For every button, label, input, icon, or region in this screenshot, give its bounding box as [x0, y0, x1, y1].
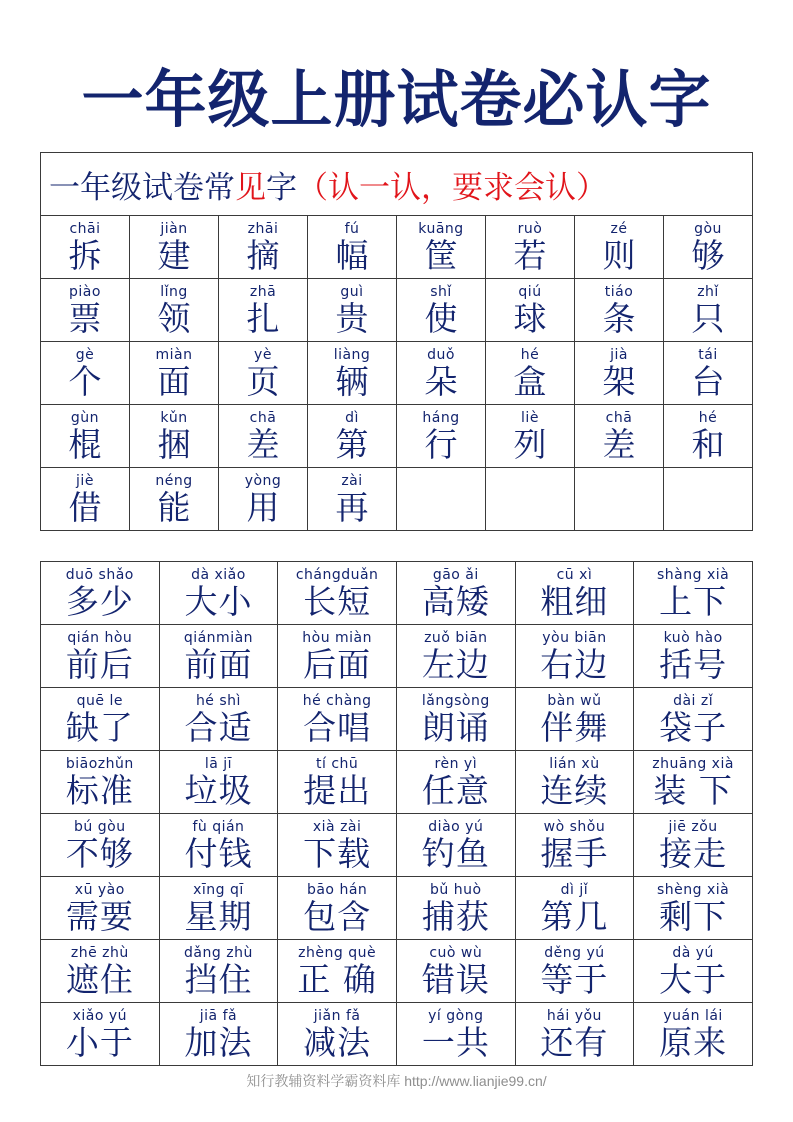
pinyin: chā: [605, 410, 633, 426]
pinyin: yuán lái: [663, 1008, 723, 1024]
char-cell: [308, 279, 397, 342]
char-cell: [308, 216, 397, 279]
pinyin: xū yào: [74, 882, 125, 898]
word: 需要: [65, 897, 134, 936]
common-characters-table: [40, 152, 753, 531]
word-cell: [515, 688, 634, 751]
word: 星期: [184, 897, 253, 936]
pinyin: fù qián: [192, 819, 245, 835]
pinyin: hé: [520, 347, 540, 363]
empty-cell: [397, 468, 486, 531]
char-cell: [41, 468, 130, 531]
word-cell: [515, 562, 634, 625]
word-cell: [159, 562, 278, 625]
word: 上下: [659, 582, 728, 621]
character: 领: [157, 299, 191, 338]
pinyin: gè: [75, 347, 95, 363]
pinyin: dà xiǎo: [191, 567, 246, 583]
character: 用: [246, 488, 280, 527]
pinyin: duō shǎo: [65, 567, 134, 583]
character: 拆: [68, 236, 102, 275]
word: 大于: [659, 960, 728, 999]
char-cell: [219, 342, 308, 405]
word: 握手: [540, 834, 609, 873]
pinyin: dì: [345, 410, 359, 426]
character: 条: [602, 299, 636, 338]
pinyin: cū xì: [556, 567, 593, 583]
pinyin: xiǎo yú: [72, 1008, 128, 1024]
pinyin: gòu: [694, 221, 722, 237]
word: 装 下: [653, 771, 733, 810]
word-cell: [634, 1003, 753, 1066]
heading-main: 一年级试卷常: [49, 169, 235, 206]
word-row: [41, 877, 753, 940]
word: 遮住: [65, 960, 134, 999]
word: 标准: [65, 771, 134, 810]
word-cell: [41, 877, 160, 940]
char-cell: [397, 216, 486, 279]
word-cell: [634, 625, 753, 688]
section-heading: [41, 153, 753, 216]
pinyin: lǎngsòng: [421, 693, 490, 709]
pinyin: jiàn: [160, 221, 188, 237]
pinyin: hé chàng: [302, 693, 372, 709]
word-cell: [515, 1003, 634, 1066]
char-cell: [575, 216, 664, 279]
pinyin: zé: [610, 221, 628, 237]
pinyin: zhǐ: [697, 284, 719, 300]
word-cell: [397, 562, 516, 625]
word-cell: [278, 625, 397, 688]
pinyin: guì: [340, 284, 364, 300]
word: 左边: [421, 645, 490, 684]
char-cell: [486, 405, 575, 468]
word-cell: [397, 688, 516, 751]
word-cell: [634, 877, 753, 940]
character: 够: [691, 236, 725, 275]
empty-cell: [664, 468, 753, 531]
pinyin: biāozhǔn: [65, 756, 134, 772]
char-row: [41, 216, 753, 279]
char-cell: [219, 468, 308, 531]
char-cell: [41, 342, 130, 405]
word-row: [41, 625, 753, 688]
char-cell: [397, 405, 486, 468]
word-cell: [278, 877, 397, 940]
char-row: [41, 342, 753, 405]
character: 球: [513, 299, 547, 338]
word-cell: [278, 940, 397, 1003]
word: 缺了: [65, 708, 134, 747]
char-cell: [219, 405, 308, 468]
word-cell: [41, 814, 160, 877]
word: 捕获: [421, 897, 490, 936]
pinyin: kuò hào: [663, 630, 723, 646]
character: 扎: [246, 299, 280, 338]
character: 建: [157, 236, 191, 275]
pinyin: zhuāng xià: [652, 756, 734, 772]
pinyin: kuāng: [418, 221, 464, 237]
word: 垃圾: [184, 771, 253, 810]
character: 差: [602, 425, 636, 464]
pinyin: yòu biān: [542, 630, 607, 646]
pinyin: tiáo: [604, 284, 634, 300]
pinyin: bǔ huò: [430, 882, 482, 898]
word: 钓鱼: [421, 834, 490, 873]
pinyin: qián hòu: [67, 630, 133, 646]
word-cell: [41, 688, 160, 751]
pinyin: zhē zhù: [70, 945, 129, 961]
char-cell: [575, 279, 664, 342]
pinyin: chángduǎn: [295, 567, 379, 583]
pinyin: néng: [155, 473, 193, 489]
word: 小于: [65, 1023, 134, 1062]
pinyin: tí chū: [315, 756, 359, 772]
word: 正 确: [297, 960, 377, 999]
char-cell: [308, 342, 397, 405]
word: 不够: [65, 834, 134, 873]
char-cell: [130, 342, 219, 405]
word: 连续: [540, 771, 609, 810]
word: 袋子: [659, 708, 728, 747]
word: 等于: [540, 960, 609, 999]
pinyin: diào yú: [428, 819, 484, 835]
word-cell: [397, 814, 516, 877]
pinyin: hé: [698, 410, 718, 426]
word-cell: [41, 940, 160, 1003]
pinyin: gùn: [70, 410, 100, 426]
character: 行: [424, 425, 458, 464]
word-row: [41, 814, 753, 877]
pinyin: zhāi: [247, 221, 279, 237]
pinyin: lián xù: [549, 756, 600, 772]
word-cell: [634, 688, 753, 751]
pinyin: wò shǒu: [543, 819, 606, 835]
word: 还有: [540, 1023, 609, 1062]
pinyin: zhèng què: [298, 945, 377, 961]
word: 包含: [303, 897, 372, 936]
pinyin: jiē zǒu: [668, 819, 718, 835]
char-cell: [41, 279, 130, 342]
word: 错误: [421, 960, 490, 999]
word-cell: [159, 814, 278, 877]
empty-cell: [486, 468, 575, 531]
word: 加法: [184, 1023, 253, 1062]
char-cell: [664, 405, 753, 468]
word: 付钱: [184, 834, 253, 873]
pinyin: yè: [254, 347, 272, 363]
word: 下载: [303, 834, 372, 873]
pinyin: tái: [698, 347, 718, 363]
character: 朵: [424, 362, 458, 401]
pinyin: yòng: [244, 473, 282, 489]
pinyin: hái yǒu: [546, 1008, 602, 1024]
word: 多少: [65, 582, 134, 621]
word: 减法: [303, 1023, 372, 1062]
word-cell: [41, 562, 160, 625]
char-cell: [664, 342, 753, 405]
character: 面: [157, 362, 191, 401]
char-cell: [219, 279, 308, 342]
word: 粗细: [540, 582, 609, 621]
char-cell: [219, 216, 308, 279]
pinyin: xīng qī: [193, 882, 244, 898]
word-cell: [515, 940, 634, 1003]
pinyin: xià zài: [312, 819, 362, 835]
character: 能: [157, 488, 191, 527]
pinyin: piào: [69, 284, 101, 300]
pinyin: zài: [341, 473, 363, 489]
char-cell: [130, 279, 219, 342]
pinyin: liè: [521, 410, 539, 426]
pinyin: háng: [422, 410, 460, 426]
character: 辆: [335, 362, 369, 401]
word-cell: [41, 751, 160, 814]
page-title: 一年级上册试卷必认字: [81, 63, 712, 136]
pinyin: ruò: [517, 221, 543, 237]
word-cell: [515, 814, 634, 877]
character: 差: [246, 425, 280, 464]
character: 第: [335, 425, 369, 464]
word-cell: [41, 625, 160, 688]
character: 再: [335, 488, 369, 527]
word: 前后: [65, 645, 134, 684]
word-cell: [159, 1003, 278, 1066]
word: 提出: [303, 771, 372, 810]
word: 伴舞: [540, 708, 609, 747]
character: 贵: [335, 299, 369, 338]
word-cell: [278, 751, 397, 814]
word-cell: [634, 940, 753, 1003]
character: 捆: [157, 425, 191, 464]
word-cell: [278, 688, 397, 751]
pinyin: jiǎn fǎ: [313, 1008, 361, 1024]
word-cell: [278, 562, 397, 625]
pinyin: dǎng zhù: [184, 945, 253, 961]
word-row: [41, 751, 753, 814]
pinyin: shàng xià: [657, 567, 730, 583]
pinyin: shèng xià: [656, 882, 730, 898]
pinyin: hé shì: [195, 693, 241, 709]
char-cell: [397, 279, 486, 342]
character: 棍: [68, 425, 102, 464]
pinyin: jiè: [76, 473, 94, 489]
char-cell: [308, 468, 397, 531]
word-cell: [515, 877, 634, 940]
character: 幅: [335, 236, 369, 275]
heading-red-char: 见: [235, 169, 266, 206]
character: 只: [691, 299, 725, 338]
pinyin: duǒ: [427, 347, 455, 363]
character: 架: [602, 362, 636, 401]
word-row: [41, 1003, 753, 1066]
char-cell: [575, 405, 664, 468]
char-cell: [41, 405, 130, 468]
character: 则: [602, 236, 636, 275]
character: 和: [691, 425, 725, 464]
word-cell: [634, 562, 753, 625]
pinyin: liàng: [333, 347, 371, 363]
char-cell: [308, 405, 397, 468]
word-cell: [515, 625, 634, 688]
char-cell: [130, 216, 219, 279]
pinyin: hòu miàn: [302, 630, 372, 646]
word: 大小: [184, 582, 253, 621]
pinyin: qiú: [518, 284, 542, 300]
word-cell: [397, 1003, 516, 1066]
pinyin: gāo ǎi: [432, 567, 479, 583]
word-cell: [397, 877, 516, 940]
word-row: [41, 688, 753, 751]
pinyin: chā: [249, 410, 277, 426]
word-cell: [634, 751, 753, 814]
char-cell: [664, 279, 753, 342]
char-cell: [664, 216, 753, 279]
character: 票: [68, 299, 102, 338]
pinyin: bàn wǔ: [547, 693, 602, 709]
pinyin: qiánmiàn: [183, 630, 254, 646]
pinyin: lǐng: [160, 284, 188, 300]
word-cell: [41, 1003, 160, 1066]
char-cell: [486, 216, 575, 279]
word: 剩下: [659, 897, 728, 936]
character: 盒: [513, 362, 547, 401]
character: 若: [513, 236, 547, 275]
word: 高矮: [421, 582, 490, 621]
word-pairs-table: [40, 561, 753, 1066]
empty-cell: [575, 468, 664, 531]
pinyin: miàn: [155, 347, 193, 363]
word-cell: [515, 751, 634, 814]
word: 合唱: [303, 708, 372, 747]
word: 挡住: [184, 960, 253, 999]
pinyin: fú: [344, 221, 360, 237]
word: 后面: [303, 645, 372, 684]
heading-tail: 字: [266, 169, 297, 206]
word-cell: [397, 625, 516, 688]
pinyin: bú gòu: [74, 819, 126, 835]
word-cell: [159, 940, 278, 1003]
char-cell: [486, 342, 575, 405]
word: 合适: [184, 708, 253, 747]
character: 页: [246, 362, 280, 401]
word-cell: [278, 814, 397, 877]
word: 第几: [540, 897, 609, 936]
word-cell: [397, 940, 516, 1003]
word-cell: [159, 625, 278, 688]
pinyin: rèn yì: [434, 756, 478, 772]
word-cell: [159, 877, 278, 940]
word-cell: [634, 814, 753, 877]
word: 前面: [184, 645, 253, 684]
character: 筐: [424, 236, 458, 275]
character: 借: [68, 488, 102, 527]
char-cell: [575, 342, 664, 405]
word-cell: [278, 1003, 397, 1066]
pinyin: kǔn: [160, 410, 188, 426]
char-cell: [130, 468, 219, 531]
word: 接走: [659, 834, 728, 873]
character: 使: [424, 299, 458, 338]
word-cell: [397, 751, 516, 814]
word: 括号: [659, 645, 728, 684]
heading-instruction: （认一认，要求会认）: [297, 169, 607, 206]
character: 摘: [246, 236, 280, 275]
char-cell: [130, 405, 219, 468]
pinyin: dà yú: [672, 945, 714, 961]
word-row: [41, 940, 753, 1003]
word: 长短: [303, 582, 372, 621]
pinyin: dì jǐ: [560, 882, 589, 898]
word-row: [41, 562, 753, 625]
word: 右边: [540, 645, 609, 684]
footer-watermark: 知行教辅资料学霸资料库 http://www.lianjie99.cn/: [246, 1073, 547, 1089]
character: 个: [68, 362, 102, 401]
word: 原来: [659, 1023, 728, 1062]
char-cell: [486, 279, 575, 342]
pinyin: zuǒ biān: [424, 630, 488, 646]
pinyin: bāo hán: [306, 882, 368, 898]
char-cell: [41, 216, 130, 279]
character: 台: [691, 362, 725, 401]
word: 任意: [421, 771, 490, 810]
char-row: [41, 279, 753, 342]
word-cell: [159, 751, 278, 814]
char-cell: [397, 342, 486, 405]
word: 朗诵: [421, 708, 490, 747]
pinyin: lā jī: [204, 756, 233, 772]
pinyin: shǐ: [430, 284, 452, 300]
pinyin: jià: [610, 347, 628, 363]
word-cell: [159, 688, 278, 751]
char-row: [41, 405, 753, 468]
pinyin: jiā fǎ: [199, 1008, 238, 1024]
pinyin: quē le: [76, 693, 123, 709]
pinyin: děng yú: [544, 945, 605, 961]
pinyin: dài zǐ: [673, 693, 714, 709]
character: 列: [513, 425, 547, 464]
pinyin: cuò wù: [429, 945, 483, 961]
word: 一共: [421, 1023, 490, 1062]
pinyin: chāi: [69, 221, 101, 237]
char-row: [41, 468, 753, 531]
pinyin: zhā: [249, 284, 277, 300]
pinyin: yí gòng: [428, 1008, 484, 1024]
